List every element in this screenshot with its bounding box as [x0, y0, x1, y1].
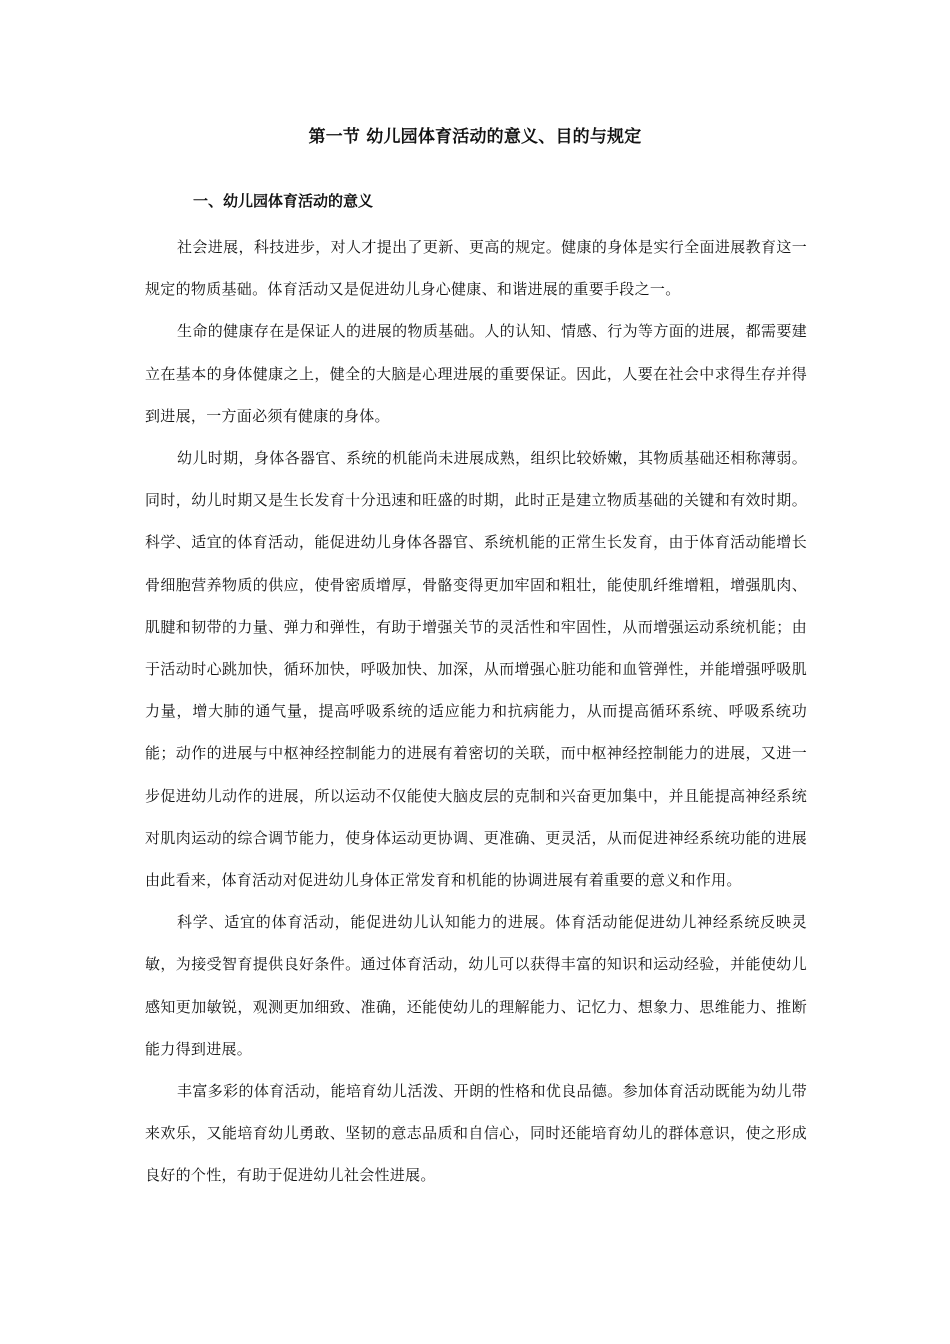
paragraph: 幼儿时期，身体各器官、系统的机能尚未进展成熟，组织比较娇嫩，其物质基础还相称薄弱。同时，幼儿时期又是生长发育十分迅速和旺盛的时期，此时正是建立物质基础的关键和有效时期。科学、适宜的体育活动，能促进幼儿身体各器官、系统机能的正常生长发育，由于体育活动能增长骨细胞营养物质的供应，使骨密质增厚，骨骼变得更加牢固和粗壮，能使肌纤维增粗，增强肌肉、肌腱和韧带的力量、弹力和弹性，有助于增强关节的灵活性和牢固性，从而增强运动系统机能；由于活动时心跳加快，循环加快，呼吸加快、加深，从而增强心脏功能和血管弹性，并能增强呼吸肌力量，增大肺的通气量，提高呼吸系统的适应能力和抗病能力，从而提高循环系统、呼吸系统功能；动作的进展与中枢神经控制能力的进展有着密切的关联，而中枢神经控制能力的进展，又进一步促进幼儿动作的进展，所以运动不仅能使大脑皮层的克制和兴奋更加集中，并且能提高神经系统对肌肉运动的综合调节能力，使身体运动更协调、更准确、更灵活，从而促进神经系统功能的进展由此看来，体育活动对促进幼儿身体正常发育和机能的协调进展有着重要的意义和作用。 [145, 449, 807, 890]
paragraph: 丰富多彩的体育活动，能培育幼儿活泼、开朗的性格和优良品德。参加体育活动既能为幼儿带来欢乐，又能培育幼儿勇敢、坚韧的意志品质和自信心，同时还能培育幼儿的群体意识，使之形成良好的个性，有助于促进幼儿社会性进展。 [145, 1082, 807, 1185]
paragraph: 生命的健康存在是保证人的进展的物质基础。人的认知、情感、行为等方面的进展，都需要建立在基本的身体健康之上，健全的大脑是心理进展的重要保证。因此，人要在社会中求得生存并得到进展，一方面必须有健康的身体。 [145, 322, 807, 425]
paragraph: 科学、适宜的体育活动，能促进幼儿认知能力的进展。体育活动能促进幼儿神经系统反映灵敏，为接受智育提供良好条件。通过体育活动，幼儿可以获得丰富的知识和运动经验，并能使幼儿感知更加敏锐，观测更加细致、准确，还能使幼儿的理解能力、记忆力、想象力、思维能力、推断能力得到进展。 [145, 913, 807, 1058]
paragraph: 社会进展，科技进步，对人才提出了更新、更高的规定。健康的身体是实行全面进展教育这一规定的物质基础。体育活动又是促进幼儿身心健康、和谐进展的重要手段之一。 [145, 238, 807, 299]
page-title: 第一节 幼儿园体育活动的意义、目的与规定 [308, 127, 642, 147]
section-heading: 一、幼儿园体育活动的意义 [193, 192, 374, 210]
body-text [145, 226, 807, 1197]
